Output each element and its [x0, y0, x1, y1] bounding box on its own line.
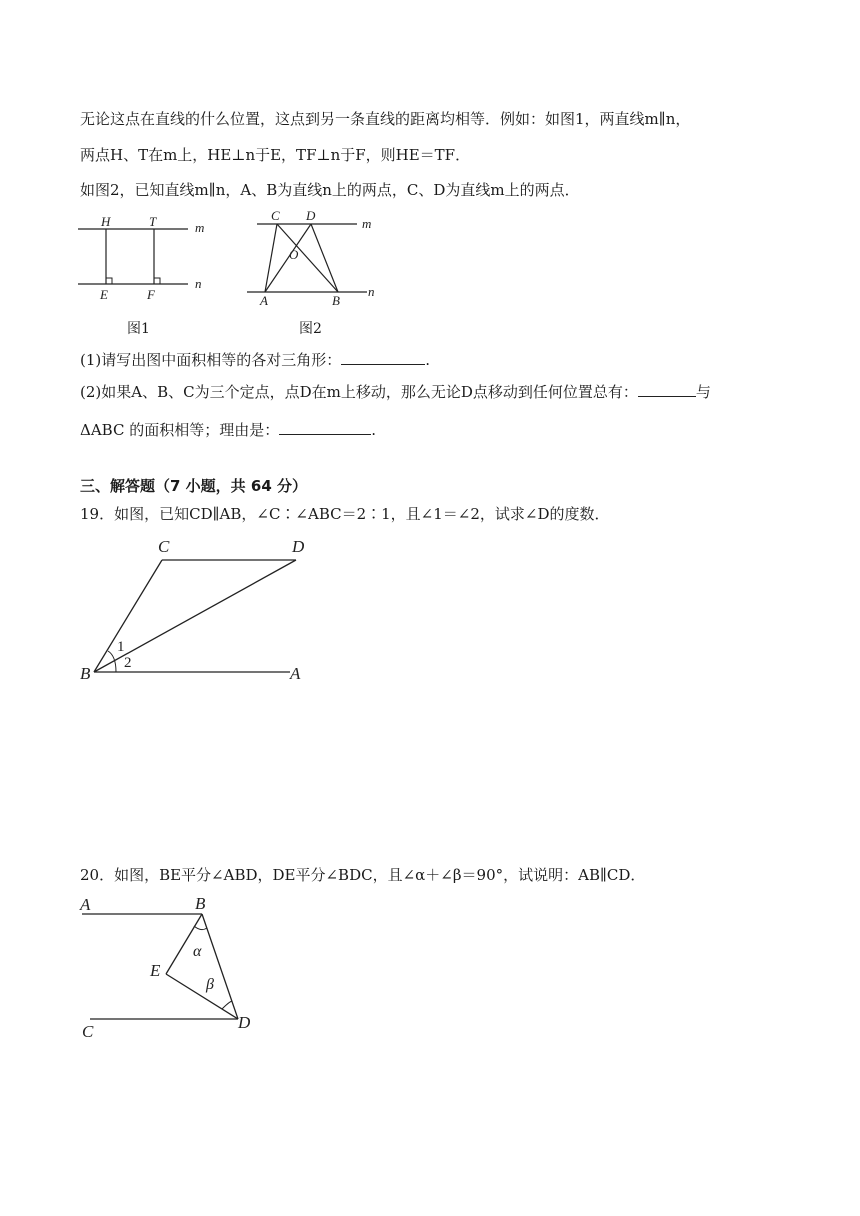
fig2-label-o: O	[289, 247, 299, 262]
q19-figure	[78, 534, 318, 694]
q20-label-a: A	[80, 895, 91, 914]
q18-part3-text: ΔABC 的面积相等；理由是：	[80, 421, 280, 439]
q18-part3-end: .	[371, 421, 376, 439]
fig2-label-m: m	[362, 216, 372, 231]
fig2-label-c: C	[271, 208, 280, 223]
q19-label-1: 1	[117, 639, 125, 655]
q18-part1	[80, 350, 430, 370]
q20-label-c: C	[82, 1022, 94, 1041]
q19-label-a: A	[290, 664, 301, 683]
fig1-label-f: F	[147, 287, 155, 302]
fig1-label-t: T	[149, 214, 157, 229]
q18-part1-text: (1)请写出图中面积相等的各对三角形：	[80, 351, 342, 369]
q18-part1-end: .	[425, 351, 431, 369]
fig1-label-m: m	[195, 220, 205, 235]
q20-label-alpha: α	[193, 943, 202, 960]
q18-blank-1[interactable]	[341, 350, 425, 365]
q18-part2	[80, 382, 711, 402]
fig2-label-a: A	[260, 293, 268, 308]
fig1-label-e: E	[100, 287, 108, 302]
fig2-label-b: B	[332, 293, 340, 308]
q19-label-d: D	[292, 537, 305, 556]
q19-label-c: C	[158, 537, 170, 556]
fig2-caption: 图2	[299, 321, 322, 337]
q18-part2-with: 与	[695, 383, 711, 401]
fig1-label-n: n	[195, 276, 202, 291]
q19-label-2: 2	[124, 655, 132, 671]
q20-label-e: E	[150, 961, 161, 980]
q18-blank-3[interactable]	[279, 420, 371, 435]
figure-2	[247, 208, 387, 308]
q20-label-b: B	[195, 894, 206, 913]
intro-line-1: 无论这点在直线的什么位置，这点到另一条直线的距离均相等．例如：如图1，两直线m∥n，	[80, 110, 691, 128]
intro-line-2: 两点H、T在m上，HE⊥n于E，TF⊥n于F，则HE＝TF．	[80, 146, 471, 164]
fig2-label-d: D	[306, 208, 316, 223]
figure-1	[78, 212, 218, 302]
q18-part3	[80, 420, 376, 440]
q20-text: 20．如图，BE平分∠ABD，DE平分∠BDC，且∠α＋∠β＝90°，试说明：AB∥CD．	[80, 866, 646, 884]
intro-line-3: 如图2，已知直线m∥n，A、B为直线n上的两点，C、D为直线m上的两点．	[80, 181, 580, 199]
q20-label-beta: β	[206, 976, 214, 993]
q20-label-d: D	[238, 1013, 251, 1032]
section-3-title: 三、解答题（7 小题，共 64 分）	[80, 477, 307, 495]
q18-part2-text: (2)如果A、B、C为三个定点，点D在m上移动，那么无论D点移动到任何位置总有：	[80, 383, 638, 401]
q19-text: 19．如图，已知CD∥AB，∠C∶∠ABC＝2∶1，且∠1＝∠2，试求∠D的度数．	[80, 505, 610, 523]
fig1-label-h: H	[101, 214, 111, 229]
q20-figure	[78, 894, 278, 1044]
fig2-label-n: n	[368, 284, 375, 299]
q18-blank-2[interactable]	[638, 382, 696, 397]
fig1-caption: 图1	[127, 321, 150, 337]
q19-label-b: B	[80, 664, 91, 683]
